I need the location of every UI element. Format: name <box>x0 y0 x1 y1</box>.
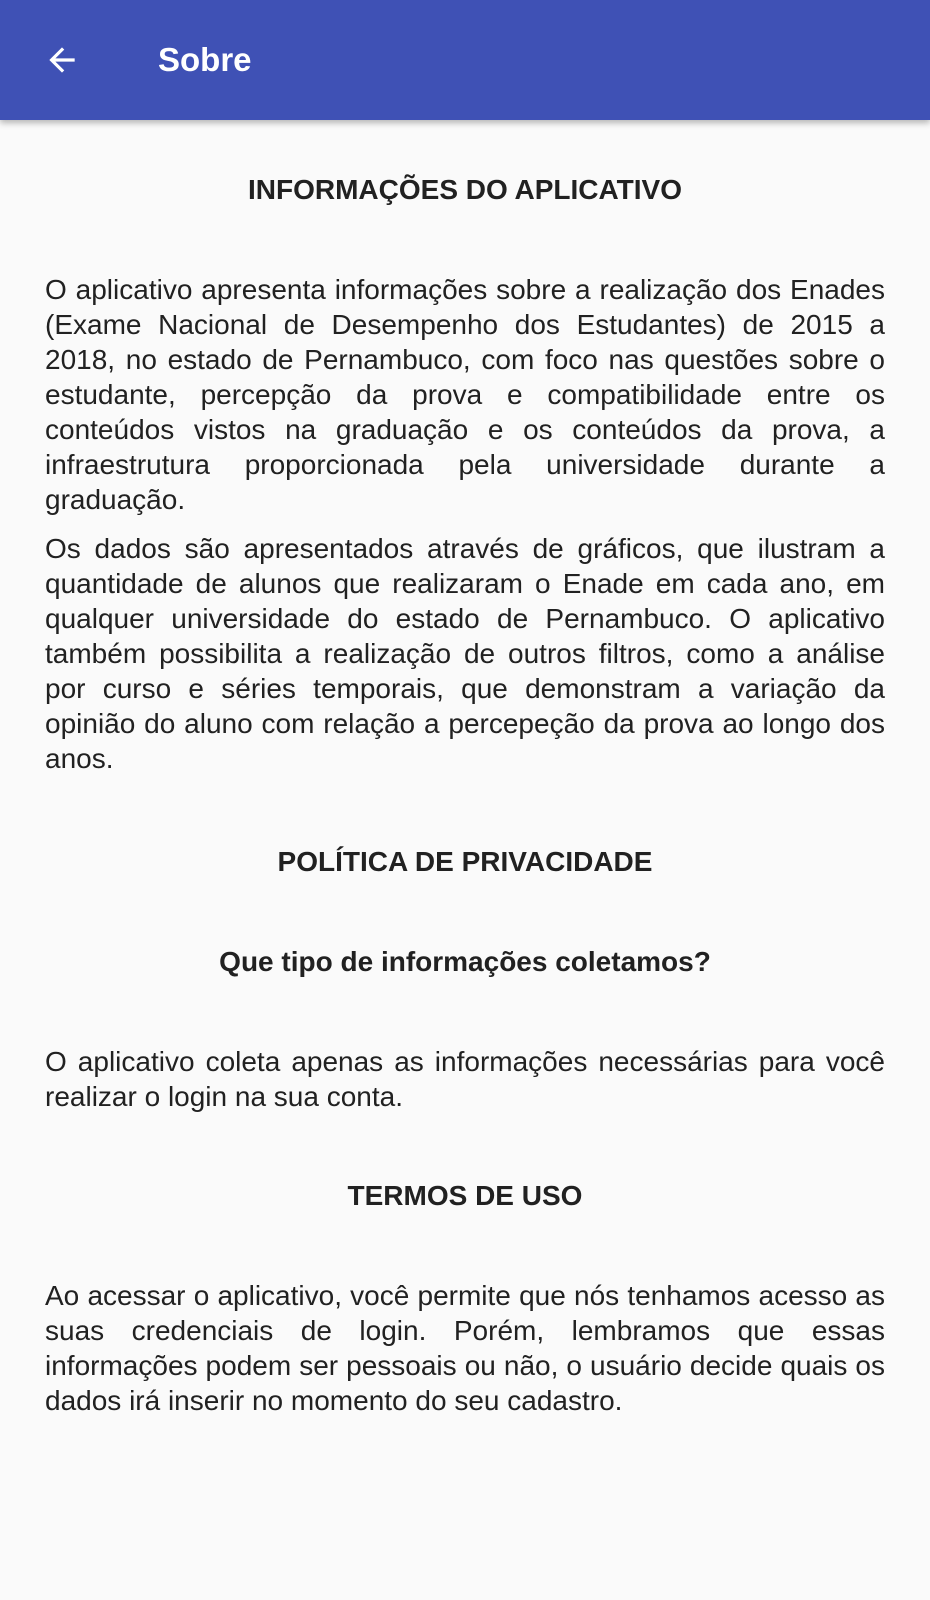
privacy-policy-heading: POLÍTICA DE PRIVACIDADE <box>277 846 653 877</box>
privacy-paragraph: O aplicativo coleta apenas as informações necessárias para você realizar o login na sua conta. <box>45 1046 885 1112</box>
back-button[interactable] <box>28 26 96 94</box>
arrow-left-icon <box>43 41 81 79</box>
privacy-question-heading: Que tipo de informações coletamos? <box>219 946 711 977</box>
page-title: Sobre <box>158 41 252 78</box>
app-bar <box>0 0 930 120</box>
app-info-heading: INFORMAÇÕES DO APLICATIVO <box>248 174 682 205</box>
terms-of-use-heading: TERMOS DE USO <box>347 1180 583 1211</box>
about-content <box>45 120 885 1600</box>
terms-paragraph: Ao acessar o aplicativo, você permite que nós tenhamos acesso as suas credenciais de login. Porém, lembramos que essas informações podem ser pessoais ou não, o usuário decide quais os dados irá inserir no momento do seu cadastro. <box>45 1280 885 1416</box>
app-info-paragraph-1: O aplicativo apresenta informações sobre a realização dos Enades (Exame Nacional de Desempenho dos Estudantes) de 2015 a 2018, no estado de Pernambuco, com foco nas questões sobre o estudante, percepção da prova e compatibilidade entre os conteúdos vistos na graduação e os conteúdos da prova, a infraestrutura proporcionada pela universidade durante a graduação. <box>45 274 885 515</box>
app-info-paragraph-2: Os dados são apresentados através de gráficos, que ilustram a quantidade de alunos que realizaram o Enade em cada ano, em qualquer universidade do estado de Pernambuco. O aplicativo também possibilita a realização de outros filtros, como a análise por curso e séries temporais, que demonstram a variação da opinião do aluno com relação a percepeção da prova ao longo dos anos. <box>45 533 885 774</box>
